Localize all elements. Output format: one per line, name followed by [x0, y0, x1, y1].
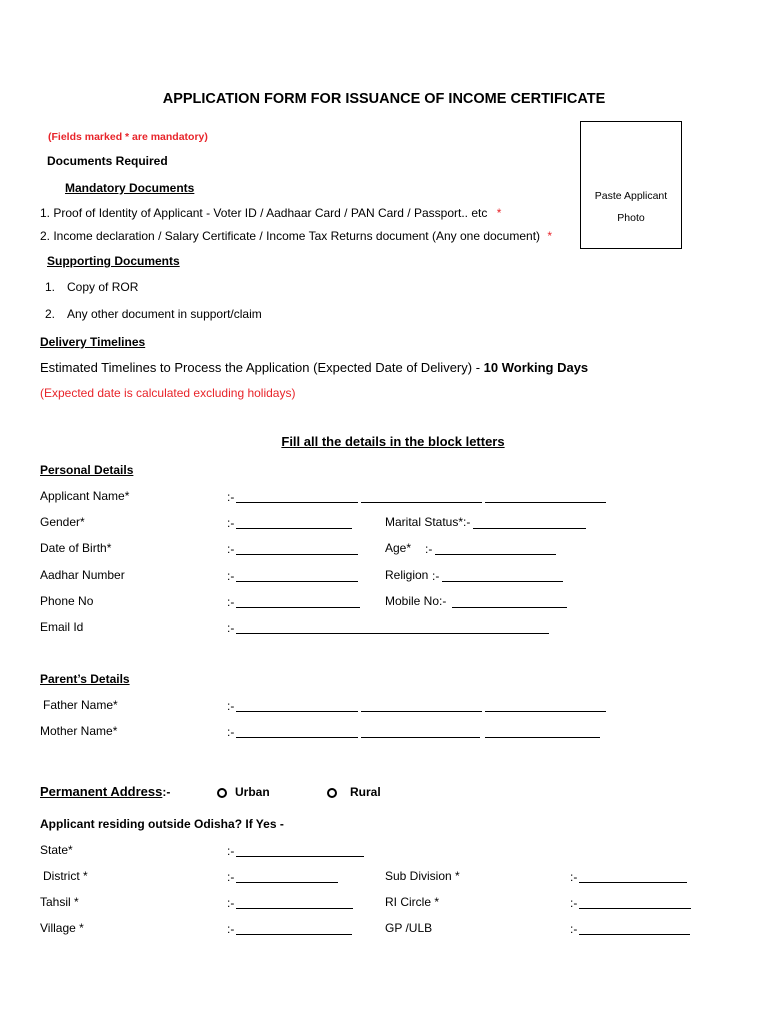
- colon: :-: [162, 785, 171, 799]
- mother-name-field-2[interactable]: [361, 737, 480, 738]
- colon: :-: [227, 621, 235, 635]
- sub-division-field[interactable]: [579, 882, 687, 883]
- colon: :-: [570, 922, 578, 936]
- aadhar-field[interactable]: [236, 581, 358, 582]
- age-label: Age*: [385, 541, 412, 555]
- colon: :-: [227, 699, 235, 713]
- mobile-text: Mobile No: [385, 594, 440, 608]
- colon: :-: [227, 896, 235, 910]
- dob-field[interactable]: [236, 554, 358, 555]
- delivery-note: (Expected date is calculated excluding holidays): [40, 386, 296, 400]
- colon: :-: [227, 870, 235, 884]
- colon: :-: [227, 595, 235, 609]
- colon: :-: [227, 725, 235, 739]
- mandatory-doc-1: [40, 206, 501, 220]
- supporting-doc-2-num: 2.: [45, 307, 56, 321]
- rural-label: Rural: [350, 785, 381, 799]
- ri-circle-label: RI Circle *: [385, 895, 440, 909]
- marital-status-field[interactable]: [473, 528, 586, 529]
- phone-label: Phone No: [40, 594, 94, 608]
- village-field[interactable]: [236, 934, 352, 935]
- photo-label-line2: Photo: [617, 212, 645, 224]
- supporting-doc-2-text: Any other document in support/claim: [67, 307, 262, 321]
- applicant-name-label: Applicant Name*: [40, 489, 130, 503]
- mandatory-note: (Fields marked * are mandatory): [48, 131, 208, 143]
- mandatory-doc-2: [40, 229, 552, 243]
- documents-required-heading: Documents Required: [47, 154, 168, 168]
- fill-instruction: Fill all the details in the block letters: [281, 434, 505, 449]
- parents-details-heading: Parent’s Details: [40, 672, 130, 686]
- supporting-doc-1-num: 1.: [45, 280, 56, 294]
- delivery-text: [40, 360, 588, 375]
- mother-name-field-3[interactable]: [485, 737, 600, 738]
- father-name-field-1[interactable]: [236, 711, 358, 712]
- photo-label-line1: Paste Applicant: [594, 190, 668, 202]
- mandatory-documents-heading: Mandatory Documents: [65, 181, 195, 195]
- mother-name-field-1[interactable]: [236, 737, 358, 738]
- father-name-field-3[interactable]: [485, 711, 606, 712]
- gp-ulb-label: GP /ULB: [385, 921, 433, 935]
- mobile-field[interactable]: [452, 607, 567, 608]
- mother-name-label: Mother Name*: [40, 724, 118, 738]
- gp-ulb-field[interactable]: [579, 934, 690, 935]
- email-field[interactable]: [236, 633, 549, 634]
- dob-label: Date of Birth*: [40, 541, 112, 555]
- form-title: APPLICATION FORM FOR ISSUANCE OF INCOME CERTIFICATE: [162, 91, 606, 107]
- gender-field[interactable]: [236, 528, 352, 529]
- district-label: District *: [43, 869, 88, 883]
- village-label: Village *: [40, 921, 84, 935]
- phone-field[interactable]: [236, 607, 360, 608]
- required-star: *: [496, 206, 502, 220]
- gender-label: Gender*: [40, 515, 85, 529]
- permanent-address-text: Permanent Address: [40, 784, 163, 799]
- father-name-label: Father Name*: [43, 698, 118, 712]
- delivery-heading: Delivery Timelines: [40, 335, 146, 349]
- marital-status-text: Marital Status*: [385, 515, 464, 529]
- colon: :-: [227, 569, 235, 583]
- photo-box: [580, 121, 682, 249]
- urban-radio[interactable]: [217, 788, 227, 798]
- colon: :-: [425, 542, 433, 556]
- urban-label: Urban: [235, 785, 270, 799]
- mobile-label: [385, 594, 446, 608]
- colon: :-: [439, 594, 447, 608]
- colon: :-: [227, 922, 235, 936]
- supporting-documents-heading: Supporting Documents: [47, 254, 180, 268]
- delivery-days: 10 Working Days: [483, 360, 589, 375]
- outside-odisha-question: Applicant residing outside Odisha? If Yes -: [40, 817, 284, 831]
- marital-status-label: [385, 515, 470, 529]
- father-name-field-2[interactable]: [361, 711, 482, 712]
- personal-details-heading: Personal Details: [40, 463, 134, 477]
- ri-circle-field[interactable]: [579, 908, 691, 909]
- colon: :-: [463, 515, 471, 529]
- colon: :-: [227, 516, 235, 530]
- colon: :-: [227, 542, 235, 556]
- religion-label: Religion: [385, 568, 429, 582]
- applicant-name-field-1[interactable]: [236, 502, 358, 503]
- religion-field[interactable]: [442, 581, 563, 582]
- age-field[interactable]: [435, 554, 556, 555]
- required-star: *: [547, 229, 553, 243]
- colon: :-: [570, 896, 578, 910]
- state-field[interactable]: [236, 856, 364, 857]
- district-field[interactable]: [236, 882, 338, 883]
- applicant-name-field-3[interactable]: [485, 502, 606, 503]
- aadhar-label: Aadhar Number: [40, 568, 125, 582]
- tahsil-field[interactable]: [236, 908, 353, 909]
- applicant-name-field-2[interactable]: [361, 502, 482, 503]
- rural-radio[interactable]: [327, 788, 337, 798]
- email-label: Email Id: [40, 620, 84, 634]
- colon: :-: [227, 844, 235, 858]
- delivery-text-label: Estimated Timelines to Process the Application (Expected Date of Delivery) -: [40, 360, 484, 375]
- permanent-address-heading: [40, 784, 170, 799]
- state-label: State*: [40, 843, 73, 857]
- mandatory-doc-2-text: 2. Income declaration / Salary Certificate / Income Tax Returns document (Any one document): [40, 229, 541, 243]
- tahsil-label: Tahsil *: [40, 895, 79, 909]
- supporting-doc-1-text: Copy of ROR: [67, 280, 139, 294]
- colon: :-: [432, 569, 440, 583]
- mandatory-doc-1-text: 1. Proof of Identity of Applicant - Voter ID / Aadhaar Card / PAN Card / Passport.. etc: [40, 206, 488, 220]
- colon: :-: [227, 490, 235, 504]
- sub-division-label: Sub Division *: [385, 869, 460, 883]
- colon: :-: [570, 870, 578, 884]
